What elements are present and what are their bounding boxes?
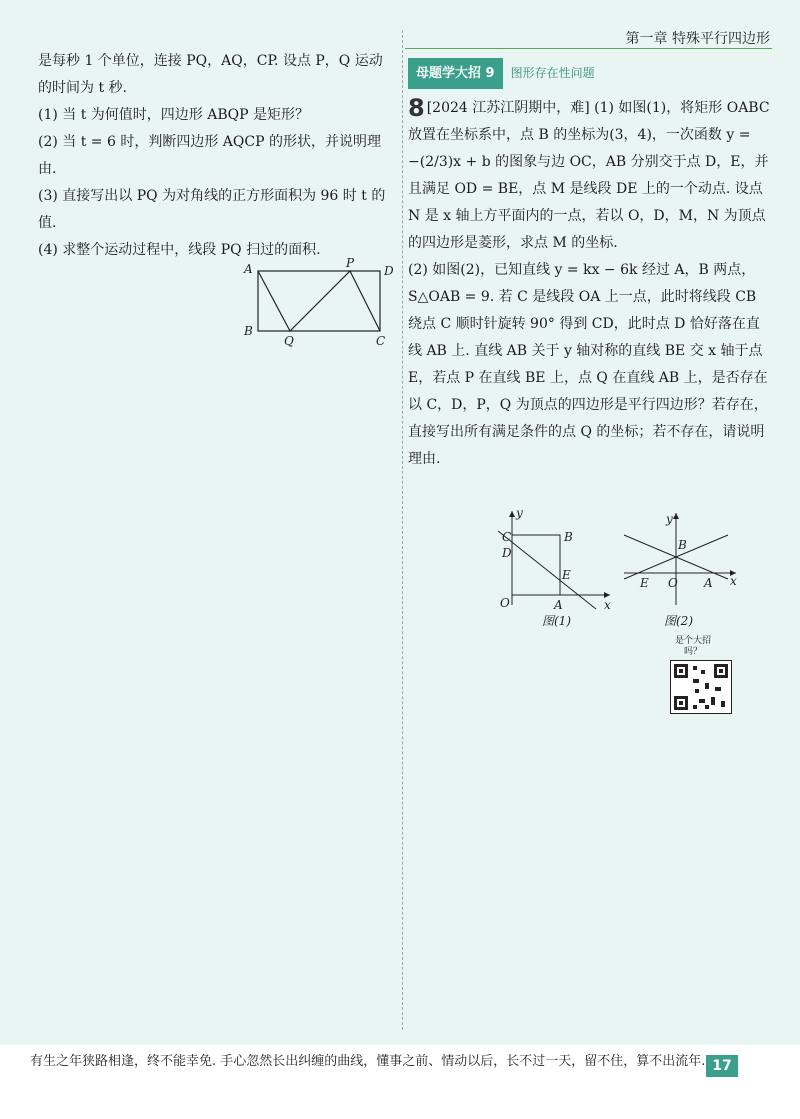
topic-tag xyxy=(408,58,773,89)
problem-intro: 是每秒 1 个单位，连接 PQ，AQ，CP. 设点 P，Q 运动的时间为 t 秒. xyxy=(38,53,383,96)
fig2-x: x xyxy=(730,574,737,588)
topic-tag-subtitle: 图形存在性问题 xyxy=(510,66,595,80)
qr-code-icon[interactable] xyxy=(670,660,732,714)
chapter-header: 第一章 特殊平行四边形 xyxy=(625,31,770,47)
fig2-B: B xyxy=(678,538,687,552)
label-D: D xyxy=(384,264,394,278)
fig1-caption: 图(1) xyxy=(542,614,571,628)
problem-part-2: (2) 如图(2)，已知直线 y = kx − 6k 经过 A，B 两点，S△OAB = 9. 若 C 是线段 OA 上一点，此时将线段 CB 绕点 C 顺时针旋转 90° 得到 CD，此时点 D 恰好落在直线 AB 上. 直线 AB 关于 y 轴对称的直线 BE 交 x 轴于点 E，若点 P 在直线 BE 上，点 Q 在直线 AB 上，是否存在以 C，D，P，Q 为顶点的四边形是平行四边形？若存在，直接写出所有满足条件的点 Q 的坐标；若不存在，请说明理由. xyxy=(408,262,768,467)
fig1-D: D xyxy=(502,546,512,560)
rectangle-figure xyxy=(238,255,398,350)
question-number: 8 xyxy=(408,94,425,122)
fig1-B: B xyxy=(564,530,573,544)
page-number: 17 xyxy=(706,1055,738,1077)
label-B: B xyxy=(244,324,253,338)
fig1-y: y xyxy=(516,506,523,520)
coordinate-figure-1 xyxy=(492,505,617,630)
label-A: A xyxy=(244,262,253,276)
fig1-E: E xyxy=(562,568,571,582)
fig2-y: y xyxy=(666,512,673,526)
qr-caption: 是个大招吗？ xyxy=(674,636,711,657)
question-3: (3) 直接写出以 PQ 为对角线的正方形面积为 96 时 t 的值. xyxy=(38,188,386,231)
left-column xyxy=(38,48,393,264)
fig2-E: E xyxy=(640,576,649,590)
topic-tag-label: 母题学大招 9 xyxy=(408,58,503,89)
problem-part-1: [2024 江苏江阴期中，难] (1) 如图(1)，将矩形 OABC 放置在坐标系中，点 B 的坐标为(3，4)，一次函数 y = −(2/3)x + b 的图象与边 OC，AB 分别交于点 D，E，并且满足 OD = BE，点 M 是线段 DE 上的一个动点. 设点 N 是 x 轴上方平面内的一点，若以 O，D，M，N 为顶点的四边形是菱形，求点 M 的坐标. xyxy=(408,100,770,251)
question-2: (2) 当 t = 6 时，判断四边形 AQCP 的形状，并说明理由. xyxy=(38,134,381,177)
question-4: (4) 求整个运动过程中，线段 PQ 扫过的面积. xyxy=(38,242,321,258)
label-Q: Q xyxy=(284,334,294,348)
fig1-C: C xyxy=(502,530,512,544)
fig1-x: x xyxy=(604,598,611,612)
header-rule xyxy=(405,48,772,49)
fig2-A: A xyxy=(704,576,713,590)
coordinate-figure-2 xyxy=(620,505,740,630)
label-P: P xyxy=(346,256,355,270)
footer-quote: 有生之年狭路相逢，终不能幸免. 手心忽然长出纠缠的曲线，懂事之前、情动以后，长不过一天，留不住，算不出流年. xyxy=(30,1054,706,1069)
fig2-caption: 图(2) xyxy=(664,614,693,628)
fig1-O: O xyxy=(500,596,510,610)
question-1: (1) 当 t 为何值时，四边形 ABQP 是矩形？ xyxy=(38,107,310,123)
fig1-A: A xyxy=(554,598,563,612)
right-column xyxy=(408,58,773,473)
fig2-O: O xyxy=(668,576,678,590)
label-C: C xyxy=(376,334,386,348)
column-divider xyxy=(402,30,403,1030)
